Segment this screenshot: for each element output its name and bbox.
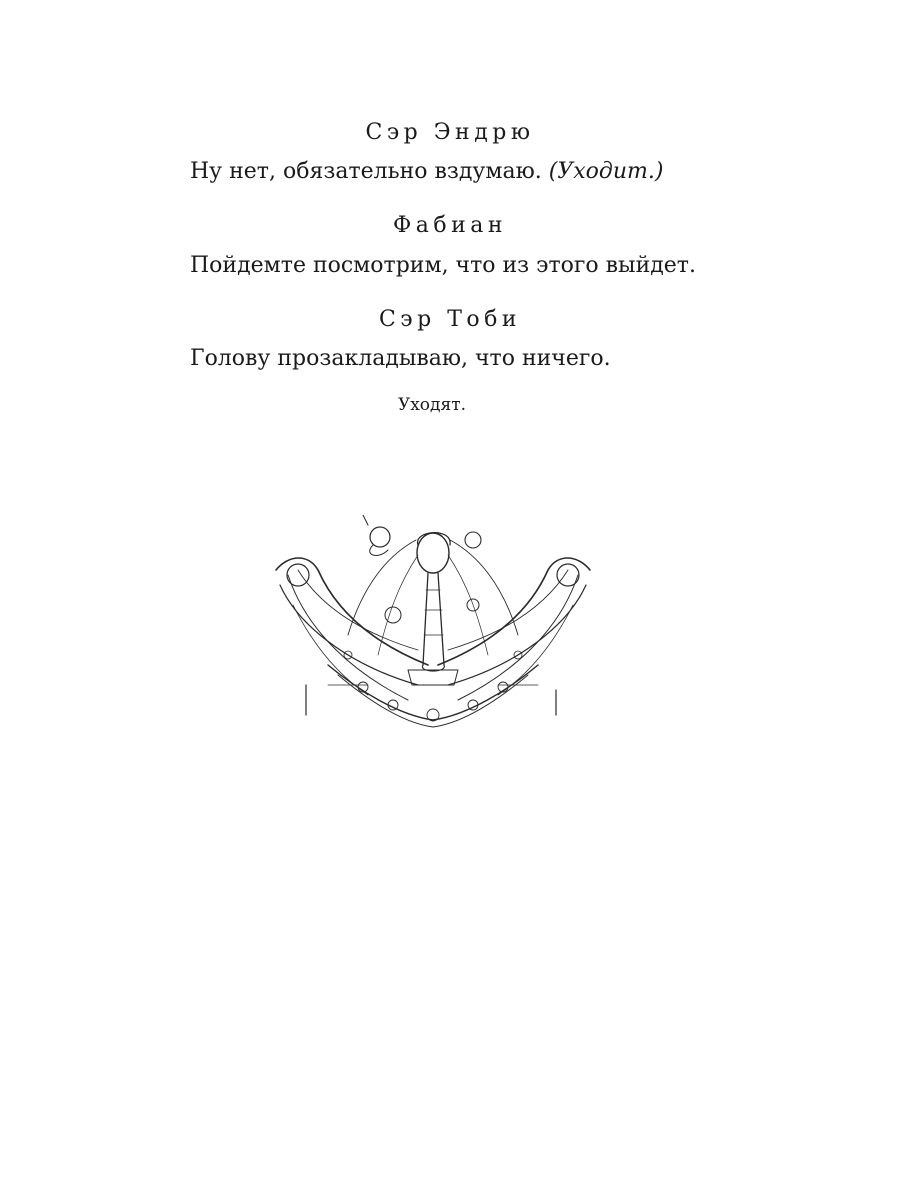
dialogue-text: Пойдемте посмотрим, что из этого выйдет. — [190, 253, 696, 278]
dialogue-text: Голову прозакладываю, что ничего. — [190, 346, 611, 371]
speaker-name: Фабиан — [392, 213, 508, 238]
dialogue-line — [190, 252, 750, 280]
exit-stage-direction: Уходят. — [397, 395, 467, 415]
speaker-name: Сэр Эндрю — [365, 120, 535, 145]
speaker-name: Сэр Тоби — [378, 307, 522, 332]
dialogue-text: Ну нет, обязательно вздумаю. — [190, 159, 542, 184]
stage-direction: (Уходит.) — [548, 159, 664, 184]
dialogue-line — [190, 158, 750, 186]
decorative-vignette-illustration — [268, 515, 598, 730]
dialogue-line — [190, 345, 750, 373]
